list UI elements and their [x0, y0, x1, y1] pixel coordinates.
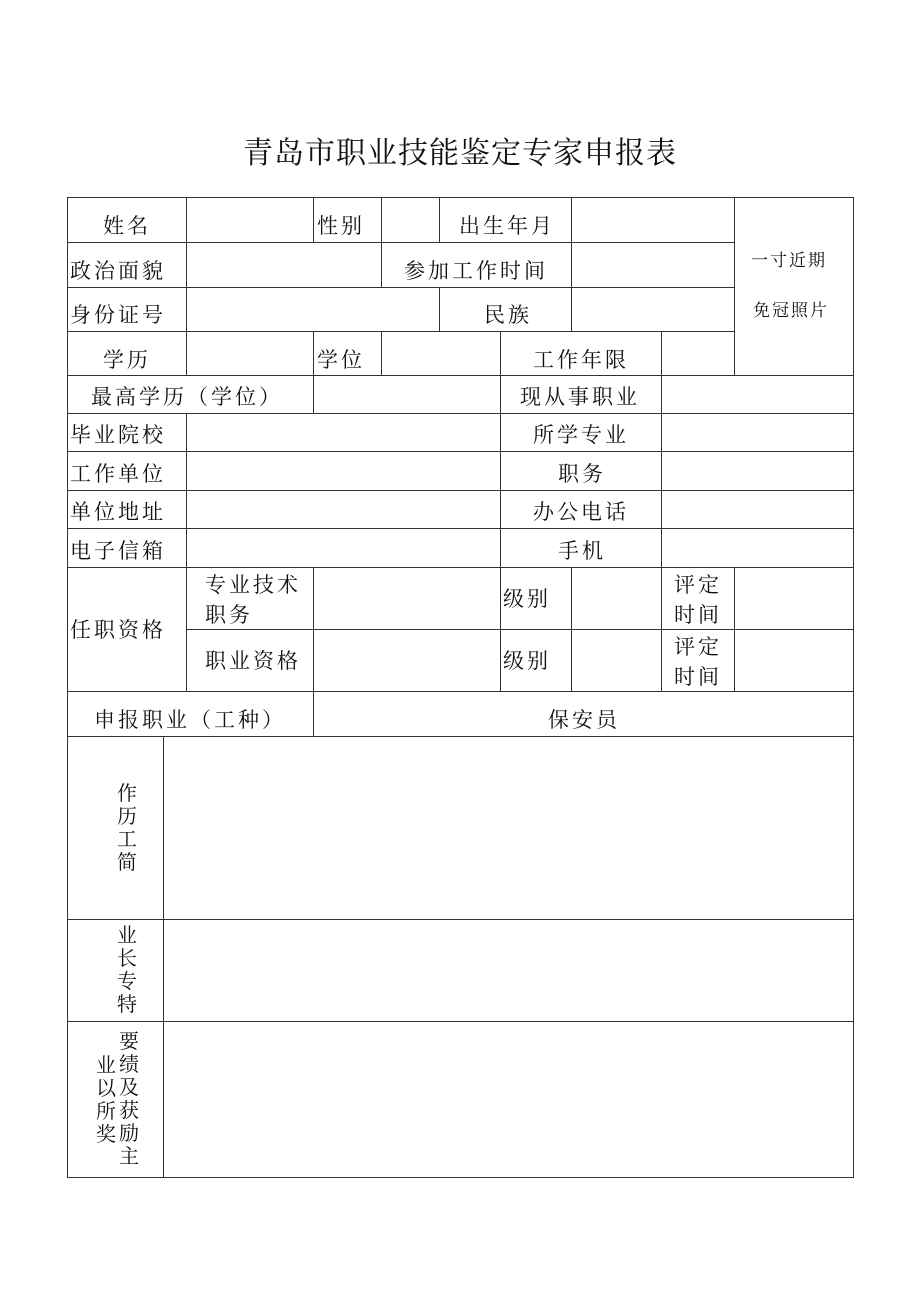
label-id-number: 身份证号 — [70, 303, 166, 327]
label-resume-char: 简 — [117, 850, 137, 874]
label-position: 职务 — [558, 462, 606, 486]
label-awards-char: 励 — [119, 1121, 139, 1145]
school-field[interactable] — [188, 415, 498, 450]
grid-line — [853, 197, 854, 1178]
grid-line — [186, 197, 187, 376]
employer-field[interactable] — [188, 453, 498, 489]
photo-label-line2: 免冠照片 — [753, 301, 829, 321]
grid-line — [500, 567, 501, 692]
photo-area[interactable] — [736, 199, 852, 374]
label-tech-title-line2: 职务 — [205, 603, 253, 627]
grid-line — [67, 919, 854, 920]
birth-field[interactable] — [573, 199, 733, 241]
grid-line — [313, 331, 314, 376]
label-awards-char: 业 — [96, 1053, 116, 1077]
grid-line — [67, 287, 735, 288]
label-mobile: 手机 — [558, 539, 606, 563]
photo-label-line1: 一寸近期 — [751, 251, 827, 271]
label-employer-address: 单位地址 — [70, 500, 166, 524]
grid-line — [313, 197, 314, 243]
tech-title-field[interactable] — [315, 569, 498, 628]
label-specialty-char: 长 — [117, 946, 137, 970]
grid-line — [67, 736, 854, 737]
label-awards-char: 要 — [119, 1029, 139, 1053]
label-major: 所学专业 — [533, 423, 629, 447]
grid-line — [313, 567, 314, 737]
label-qualification: 任职资格 — [70, 618, 166, 642]
level-2-field[interactable] — [573, 631, 660, 690]
education-field[interactable] — [188, 333, 312, 374]
form-title: 青岛市职业技能鉴定专家申报表 — [243, 136, 677, 171]
eval-time-1-field[interactable] — [736, 569, 852, 628]
grid-line — [381, 242, 382, 288]
vocational-qual-field[interactable] — [315, 631, 498, 690]
grid-line — [439, 197, 440, 243]
label-eval-time-2-line2: 时间 — [674, 665, 722, 689]
grid-line — [67, 242, 735, 243]
id-number-field[interactable] — [188, 289, 438, 330]
label-resume-char: 作 — [117, 781, 137, 805]
label-awards-char: 奖 — [96, 1122, 116, 1146]
label-resume-char: 历 — [117, 804, 137, 828]
ethnicity-field[interactable] — [573, 289, 733, 330]
label-specialty-char: 专 — [117, 969, 137, 993]
highest-edu-field[interactable] — [315, 377, 498, 412]
label-awards-col1 — [94, 1054, 118, 1146]
label-resume-char: 工 — [117, 827, 137, 851]
grid-line — [186, 629, 854, 630]
email-field[interactable] — [188, 530, 498, 566]
specialty-field[interactable] — [165, 921, 852, 1020]
label-level-2: 级别 — [503, 649, 551, 673]
grid-line — [661, 375, 662, 568]
grid-line — [571, 567, 572, 692]
work-years-field[interactable] — [663, 333, 733, 374]
label-politics: 政治面貌 — [70, 259, 166, 283]
grid-line — [313, 375, 314, 414]
label-office-phone: 办公电话 — [533, 500, 629, 524]
label-gender: 性别 — [317, 214, 365, 238]
label-degree: 学位 — [317, 348, 365, 372]
label-resume — [115, 782, 139, 874]
grid-line — [67, 197, 68, 1178]
grid-line — [186, 567, 187, 692]
label-awards-char: 及 — [119, 1075, 139, 1099]
label-employer: 工作单位 — [70, 462, 166, 486]
grid-line — [381, 331, 382, 376]
apply-job-value[interactable]: 保安员 — [548, 708, 620, 732]
grid-line — [67, 1177, 854, 1178]
label-awards-char: 以 — [96, 1076, 116, 1100]
label-email: 电子信箱 — [70, 539, 166, 563]
label-awards-char: 绩 — [119, 1052, 139, 1076]
awards-field[interactable] — [165, 1023, 852, 1176]
label-ethnicity: 民族 — [484, 303, 532, 327]
label-tech-title-line1: 专业技术 — [205, 573, 301, 597]
work-start-field[interactable] — [573, 244, 733, 286]
label-birth: 出生年月 — [459, 214, 555, 238]
grid-line — [67, 331, 735, 332]
grid-line — [571, 197, 572, 332]
major-field[interactable] — [663, 415, 852, 450]
label-awards-char: 获 — [119, 1098, 139, 1122]
resume-field[interactable] — [165, 738, 852, 918]
mobile-field[interactable] — [663, 530, 852, 566]
grid-line — [661, 567, 662, 692]
level-1-field[interactable] — [573, 569, 660, 628]
label-name: 姓名 — [103, 214, 151, 238]
degree-field[interactable] — [383, 333, 498, 374]
label-specialty-char: 特 — [117, 992, 137, 1016]
grid-line — [439, 287, 440, 332]
label-eval-time-1-line2: 时间 — [674, 603, 722, 627]
grid-line — [67, 1021, 854, 1022]
label-specialty — [115, 924, 139, 1016]
grid-line — [734, 197, 735, 376]
grid-line — [734, 567, 735, 692]
label-current-job: 现从事职业 — [520, 385, 640, 409]
grid-line — [500, 331, 501, 376]
label-eval-time-1-line1: 评定 — [674, 573, 722, 597]
politics-field[interactable] — [188, 244, 380, 286]
current-job-field[interactable] — [663, 377, 852, 412]
label-work-years: 工作年限 — [533, 348, 629, 372]
label-specialty-char: 业 — [117, 923, 137, 947]
grid-line — [661, 331, 662, 376]
label-eval-time-2-line1: 评定 — [674, 635, 722, 659]
grid-line — [163, 736, 164, 1178]
label-level-1: 级别 — [503, 587, 551, 611]
label-vocational-qual: 职业资格 — [205, 649, 301, 673]
office-phone-field[interactable] — [663, 492, 852, 527]
label-highest-edu: 最高学历（学位） — [91, 385, 283, 409]
employer-address-field[interactable] — [188, 492, 498, 527]
eval-time-2-field[interactable] — [736, 631, 852, 690]
label-work-start: 参加工作时间 — [404, 259, 548, 283]
label-school: 毕业院校 — [70, 423, 166, 447]
label-awards-col2 — [117, 1030, 141, 1168]
label-awards-char: 主 — [119, 1144, 139, 1168]
label-awards-char: 所 — [96, 1099, 116, 1123]
label-education: 学历 — [103, 348, 151, 372]
grid-line — [500, 375, 501, 568]
grid-line — [186, 413, 187, 568]
position-field[interactable] — [663, 453, 852, 489]
grid-line — [381, 197, 382, 243]
gender-field[interactable] — [383, 199, 438, 241]
name-field[interactable] — [188, 199, 312, 241]
label-apply-job: 申报职业（工种） — [94, 708, 286, 732]
